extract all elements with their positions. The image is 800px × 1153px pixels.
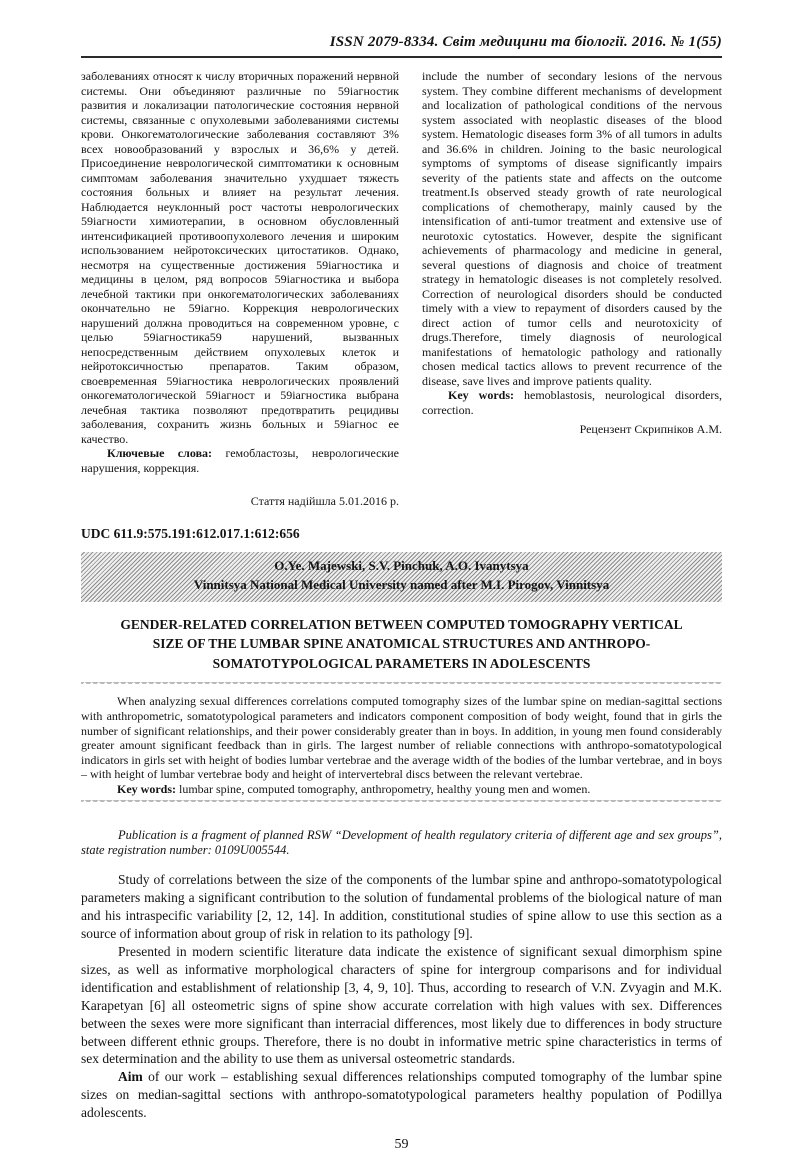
publication-note: Publication is a fragment of planned RSW “Development of health regulatory criteria of different age and sex groups”, state registration number: 0109U005544. (81, 827, 722, 858)
body-paragraph-2: Presented in modern scientific literature data indicate the existence of significant sexual dimorphism spine sizes, as well as informative morphological characters of spine for intergroup comparisons and for individual identification and establishment of relationship [3, 4, 9, 10]. Thus, according to research of V.N. Zvyagin and M.K. Karapetyan [6] all osteometric signs of spine show accurate correlation with high values with sex. Differences between the sexes were more significant than interracial differences, most likely due to differences in body structure between different ethnic groups. Therefore, there is no doubt in informative metric spine characteristics in terms of sex determination and the ability to use them as universal osteometric standards. (81, 943, 722, 1067)
article-body (81, 871, 722, 1122)
two-column-section (81, 69, 722, 509)
russian-abstract-text: заболеваниях относят к числу вторичных поражений нервной системы. Они объединяют различные по 59іагностик развития и локализации патологические состояния нервной системы, связанные с опухолевыми заболеваниями системы крови. Онкогематологические заболевания составляют 3% всех новообразований у взрослых и 36,6% у детей. Присоединение неврологической симптоматики к основным симптомам заболевания значительно ухудшает тяжесть состояния больных и влияет на результат лечения. Наблюдается неуклонный рост частоты неврологических 59іагности химиотерапии, в основном обусловленный интенсификацией противоопухолевого лечения и широким использованием нейротоксических цитостатиков. Однако, несмотря на существенные достижения 59іагностика и медицины в целом, ряд вопросов 59іагностика и выбора лечебной тактики при онкогематологических заболеваниях окончательно не 59іагно. Коррекция неврологических нарушений должна проводиться на современном уровне, с целью 59іагностика59 нарушений, вызванных непосредственным действием опухолевых клеток и нейротоксичностью препаратов. Таким образом, своевременная 59іагностика неврологических проявлений онкогематологической 59іагност и 59іагностика выбрана лечебная тактика позволяют предотвратить рецидивы заболевания, сохранить жизнь больных и 59іагнос ее качество. (81, 69, 399, 446)
body-paragraph-3 (81, 1068, 722, 1122)
aim-text: of our work – establishing sexual differences relationships computed tomography of the lumbar spine sizes on median-sagittal sections with anthropo-somatotypological parameters healthy population of Podillya adolescents. (81, 1069, 722, 1121)
article-title-line-3: SOMATOTYPOLOGICAL PARAMETERS IN ADOLESCENTS (212, 655, 591, 671)
page-number: 59 (394, 1137, 409, 1153)
column-russian (81, 69, 399, 509)
russian-keywords-text: гемобластозы, неврологические нарушения, коррекция. (81, 446, 399, 475)
main-abstract (81, 694, 722, 796)
article-title-line-2: SIZE OF THE LUMBAR SPINE ANATOMICAL STRUCTURES AND ANTHROPO- (152, 636, 651, 652)
udc-code: UDC 611.9:575.191:612.017.1:612:656 (81, 525, 300, 541)
reviewer-name: Рецензент Скрипніков А.М. (579, 422, 722, 437)
english-abstract-text: include the number of secondary lesions of the nervous system. They combine different mechanisms of development and localization of pathological conditions of the nervous system associated with neoplastic diseases of the blood system. Hematologic diseases form 3% of all tumors in adults and 36.6% in children. Joining to the basic neurological symptoms of symptoms of disease significantly impairs severity of the patients state and affects on the outcome treatment.Is observed steady growth of rate neurological complications of chemotherapy, mainly caused by the intensification of anti-tumor treatment and extensive use of neurotoxic cytostatics. However, despite the significant achievements of pharmacology and medicine in general, several questions of diagnosis and choice of treatment strategy in hematologic diseases is not completely resolved. Correction of neurological disorders should be conducted timely with a view to repayment of disorders caused by the direct action of tumor cells and neurotoxicity of drugs.Therefore, timely diagnosis of neurological manifestations of hematologic pathology and rationally chosen medical tactics allows to prevent recurrence of the disease, save lives and improve patients quality. (422, 69, 722, 388)
zigzag-separator-top (81, 682, 722, 689)
authors-affiliation-box (81, 552, 722, 602)
main-abstract-keywords-label: Key words: (117, 782, 176, 797)
english-keywords-text: hemoblastosis, neurological disorders, correction. (422, 388, 722, 417)
body-paragraph-1: Study of correlations between the size of the components of the lumbar spine and anthropo-somatotypological parameters making a significant contribution to the solution of fundamental problems of the biological nature of man and his intraspecific variability [2, 12, 14]. In addition, constitutional studies of spine allow to use this section as a source of information about group of risk in relation to its pathology [9]. (81, 871, 722, 941)
aim-label: Aim (118, 1069, 143, 1085)
russian-keywords (81, 446, 399, 475)
article-title (81, 615, 722, 674)
journal-issn-header: ISSN 2079-8334. Світ медицини та біології. 2016. № 1(55) (81, 34, 722, 58)
article-title-line-1: GENDER-RELATED CORRELATION BETWEEN COMPUTED TOMOGRAPHY VERTICAL (120, 616, 683, 632)
article-received-date: Стаття надійшла 5.01.2016 р. (250, 494, 399, 509)
main-abstract-keywords-text: lumbar spine, computed tomography, anthropometry, healthy young men and women. (176, 782, 591, 797)
main-abstract-text: When analyzing sexual differences correlations computed tomography sizes of the lumbar spine on median-sagittal sections with anthropometric, somatotypological parameters and indicators component composition of body weight, found that in girls the number of significant relationships, and their power considerably greater than in boys. In addition, in young men found considerably greater amount significant feedback than in girls. The largest number of reliable connections with anthropo-somatotypological indicators in girls set with height of bodies lumbar vertebrae and the average width of the bodies of the lumbar vertebrae, and in boys – with height of lumbar vertebrae body and height of intervertebral discs between the relevant vertebrae. (81, 694, 722, 782)
english-keywords-label: Key words: (448, 388, 514, 403)
zigzag-separator-bottom (81, 800, 722, 807)
column-english (422, 69, 722, 509)
authors-line: O.Ye. Majewski, S.V. Pinchuk, A.O. Ivanytsya (274, 557, 529, 573)
main-abstract-keywords (81, 782, 722, 797)
affiliation-line: Vinnitsya National Medical University named after M.I. Pirogov, Vinnitsya (193, 576, 610, 592)
english-keywords (422, 388, 722, 417)
russian-keywords-label: Ключевые слова: (107, 446, 213, 461)
